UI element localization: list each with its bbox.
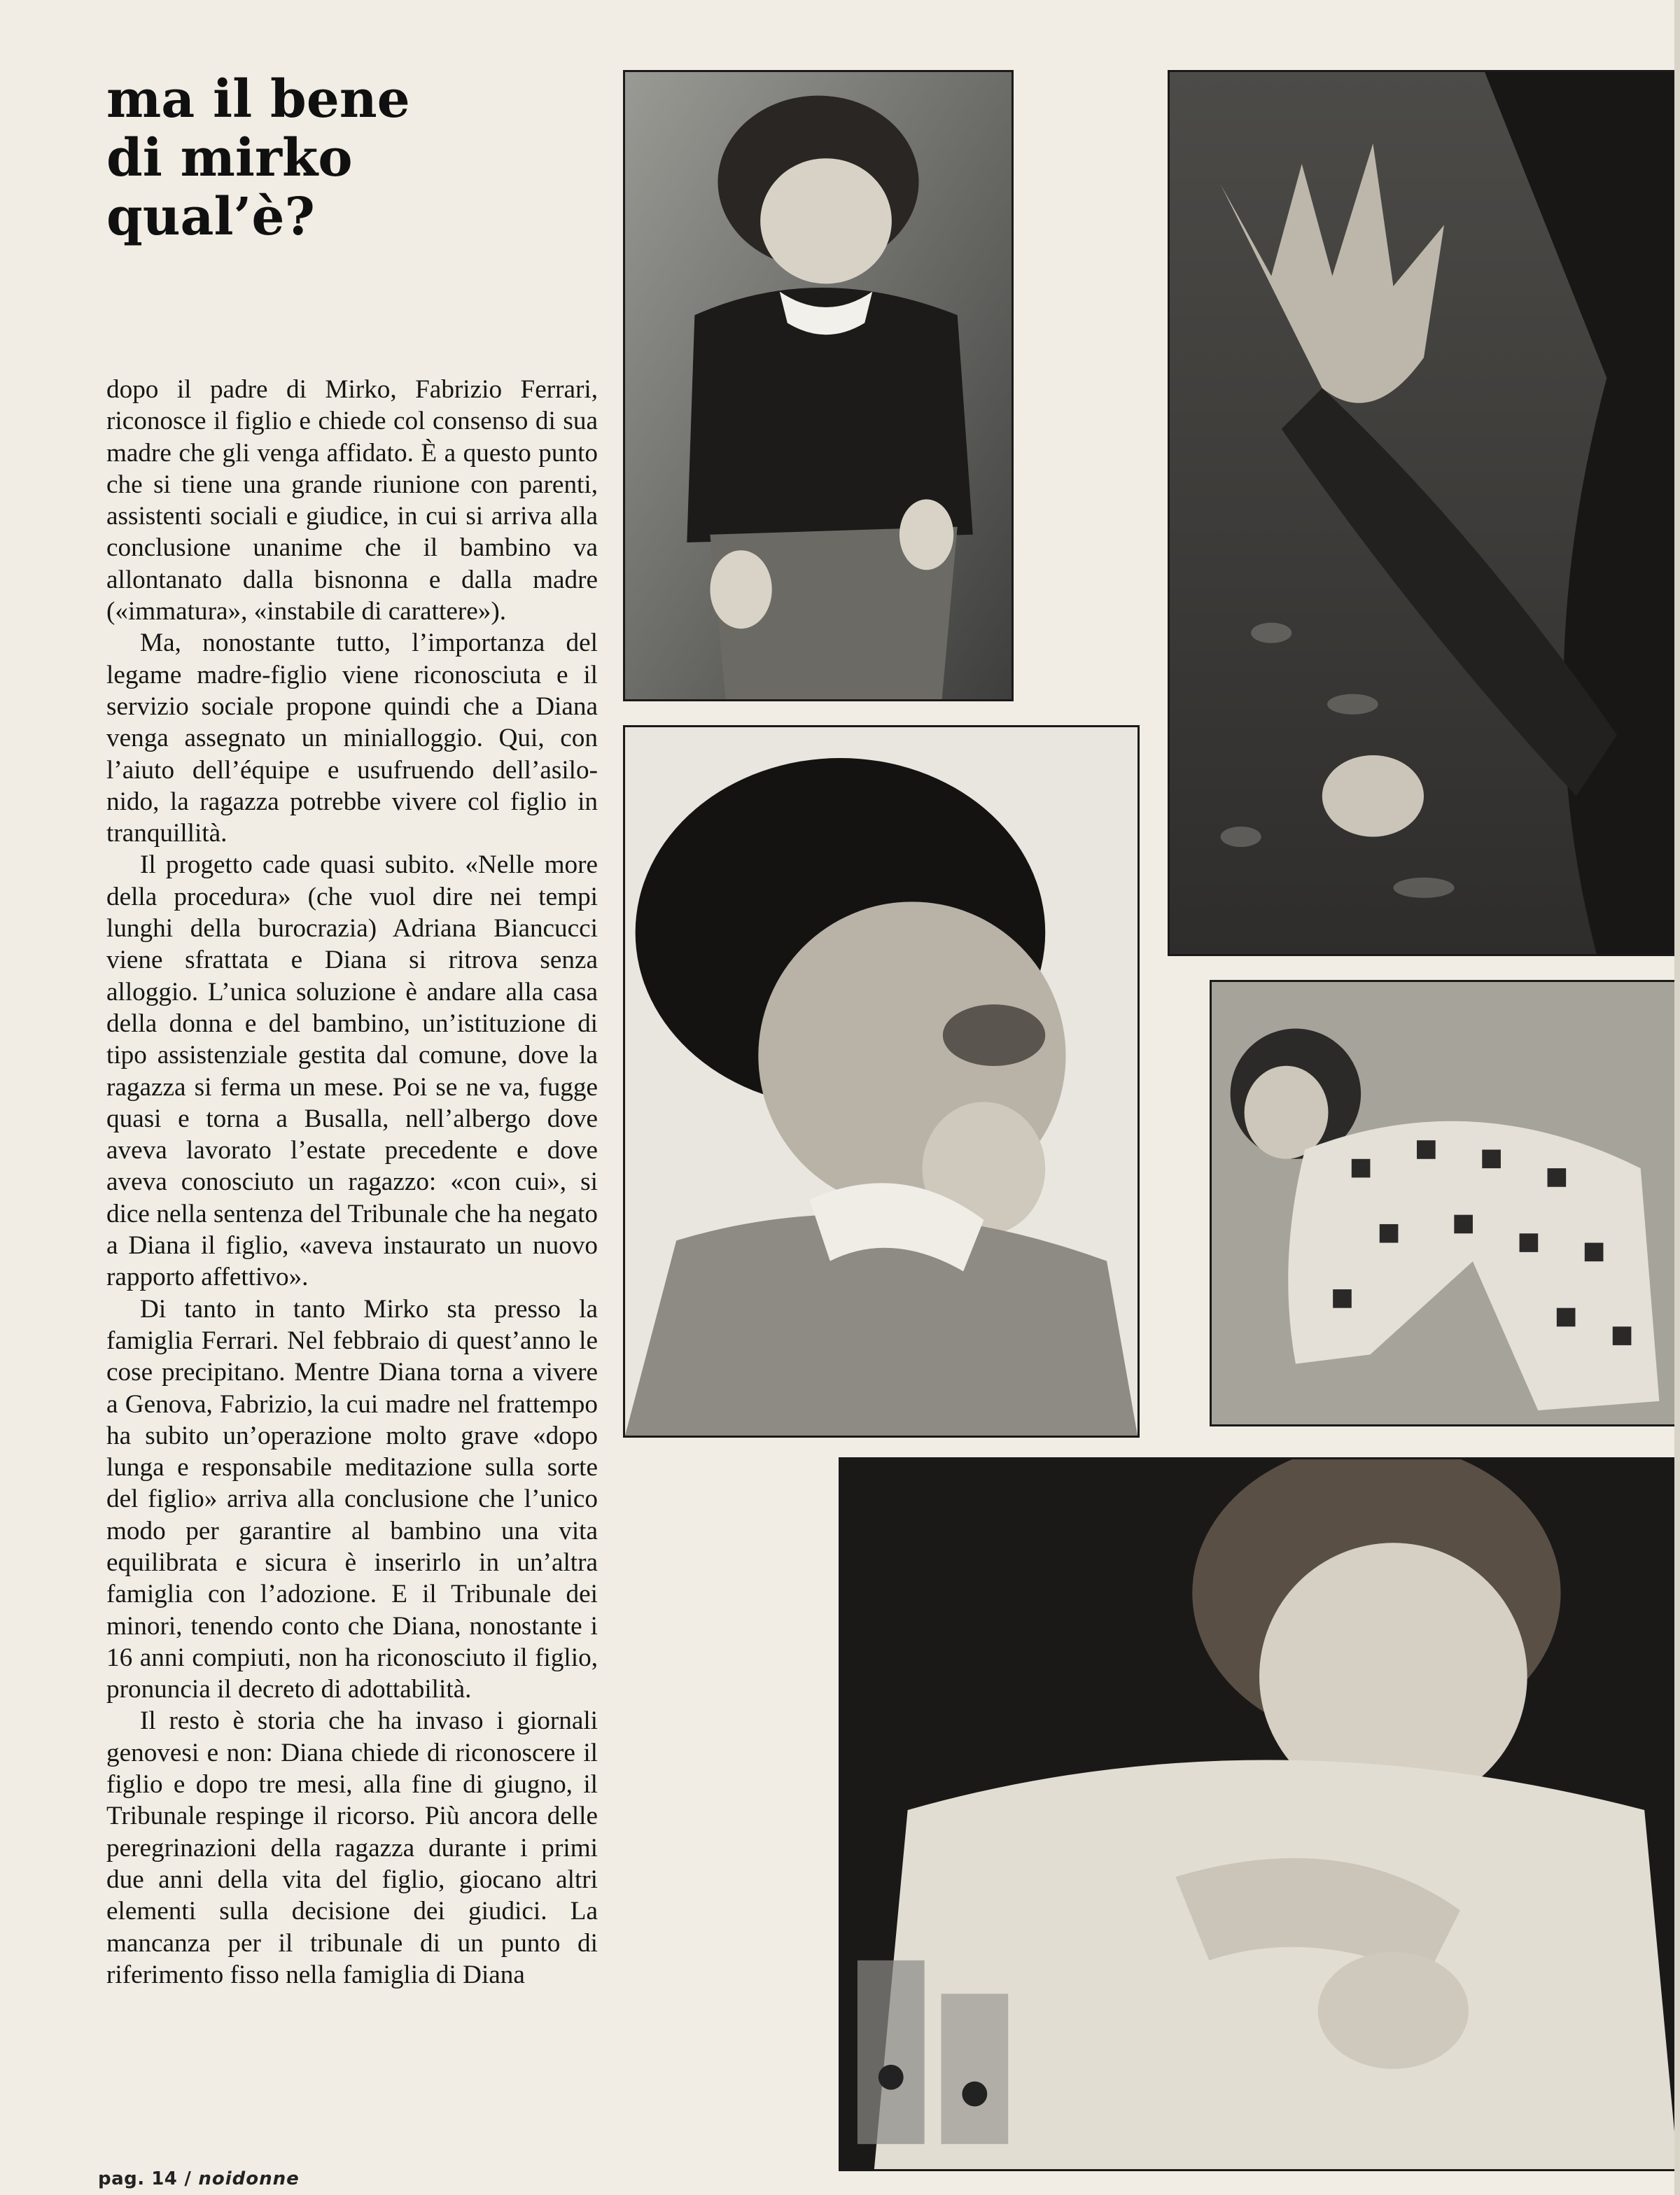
paragraph: dopo il padre di Mirko, Fabrizio Ferrari, riconosce il figlio e chiede col consenso di sua madre che gli venga affidato. È a questo punto che si tiene una grande riunione con parenti, assistenti sociali e giudice, in cui si arriva alla conclusione unanime che il bambino va allontanato dalla bisnonna e dalla madre («immatura», «instabile di carattere»). <box>106 375 598 626</box>
photo-raised-hand <box>1168 70 1680 956</box>
page-number: pag. 14 <box>98 2168 178 2189</box>
photo-child-thinking <box>623 725 1140 1438</box>
title-line: di mirko <box>106 128 353 188</box>
page-footer <box>98 2168 300 2189</box>
article-body <box>106 374 598 2166</box>
title-line: ma il bene <box>106 69 410 129</box>
title-line: qual’è? <box>106 187 315 247</box>
paragraph: Il resto è storia che ha invaso i giornali genovesi e non: Diana chiede di riconoscere il figlio e dopo tre mesi, alla fine di giugno, il Tribunale respinge il ricorso. Più ancora delle peregrinazioni della ragazza durante i primi due anni della vita del figlio, giocano altri elementi sulla decisione dei giudici. La mancanza per il tribunale di un punto di riferimento fisso nella famiglia di Diana <box>106 1706 598 1989</box>
photo-child-bottles <box>839 1457 1680 2171</box>
paragraph: Ma, nonostante tutto, l’importanza del legame madre-figlio viene riconosciuta e il servizio sociale propone quindi che a Diana venga assegnato un minialloggio. Qui, con l’aiuto dell’équipe e usufruendo dell’asilo-nido, la ragazza potrebbe vivere col figlio in tranquillità. <box>106 629 598 848</box>
page-edge <box>1674 0 1680 2195</box>
paragraph: Il progetto cade quasi subito. «Nelle more della procedura» (che vuol dire nei tempi lunghi della burocrazia) Adriana Biancucci viene sfrattata e Diana si ritrova senza alloggio. L’unica soluzione è andare alla casa della donna e del bambino, un’istituzione di tipo assistenziale gestita dal comune, dove la ragazza si ferma un mese. Poi se ne va, fugge quasi e torna a Busalla, nell’albergo dove aveva lavorato l’estate precedente e dove aveva conosciuto un ragazzo: «con cui», si dice nella sentenza del Tribunale che ha negato a Diana il figlio, «aveva instaurato un nuovo rapporto affettivo». <box>106 850 598 1292</box>
magazine-name: noidonne <box>198 2168 300 2189</box>
paragraph: Di tanto in tanto Mirko sta presso la famiglia Ferrari. Nel febbraio di quest’anno le cose precipitano. Mentre Diana torna a vivere a Genova, Fabrizio, la cui madre nel frattempo ha subito un’operazione molto grave «dopo lunga e responsabile meditazione sulla sorte del figlio» arriva alla conclusione che l’unico modo per garantire al bambino una vita equilibrata e sicura è inserirlo in un’altra famiglia con l’adozione. E il Tribunale dei minori, tenendo conto che Diana, nonostante i 16 anni compiuti, non ha riconosciuto il figlio, pronuncia il decreto di adottabilità. <box>106 1294 598 1704</box>
photo-toddler-cardigan <box>1210 980 1680 1426</box>
photo-toddler-sweater <box>623 70 1014 701</box>
article-title <box>106 70 596 246</box>
footer-separator: / <box>184 2168 192 2189</box>
